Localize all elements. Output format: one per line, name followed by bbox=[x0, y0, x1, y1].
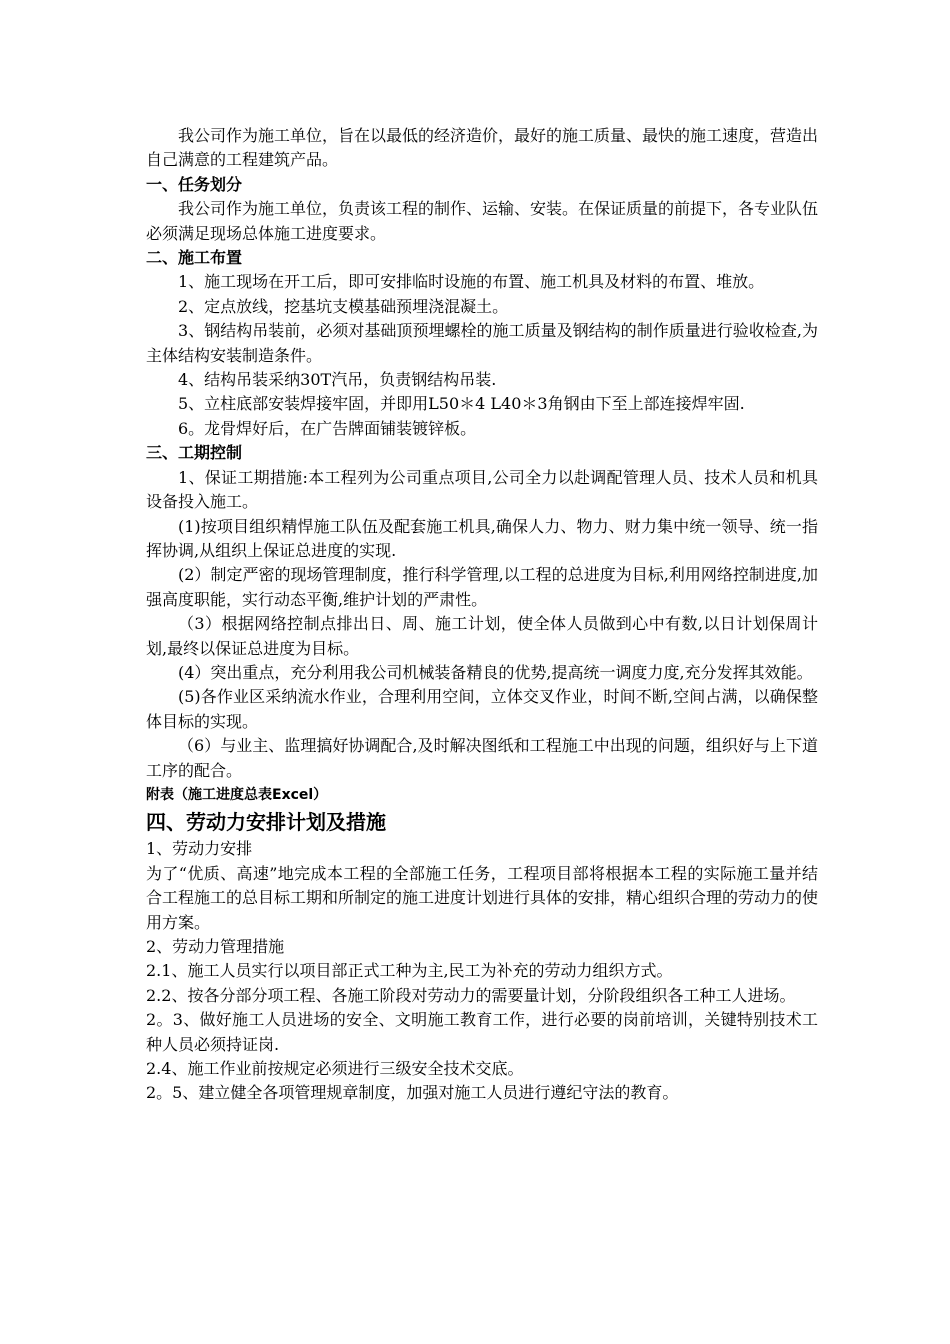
section-1-paragraph: 我公司作为施工单位，负责该工程的制作、运输、安装。在保证质量的前提下，各专业队伍必须满足现场总体施工进度要求。 bbox=[146, 199, 819, 243]
section-3-item: (5)各作业区采纳流水作业，合理利用空间，立体交叉作业，时间不断,空间占满，以确保整体目标的实现。 bbox=[146, 687, 818, 731]
appendix-note: 附表（施工进度总表Excel） bbox=[146, 786, 328, 803]
section-3-item: （3）根据网络控制点排出日、周、施工计划，使全体人员做到心中有数,以日计划保周计划,最终以保证总进度为目标。 bbox=[146, 614, 818, 658]
section-3-item: （6）与业主、监理搞好协调配合,及时解决图纸和工程施工中出现的问题，组织好与上下道工序的配合。 bbox=[146, 736, 818, 780]
document-body bbox=[146, 124, 818, 1106]
section-3-item: (4）突出重点，充分利用我公司机械装备精良的优势,提高统一调度力度,充分发挥其效能。 bbox=[178, 662, 813, 682]
section-2-item: 5、立柱底部安装焊接牢固，并即用L50＊4 L40＊3角钢由下至上部连接焊牢固. bbox=[178, 394, 745, 414]
section-3-heading: 三、工期控制 bbox=[146, 443, 243, 463]
section-2-item: 3、钢结构吊装前，必须对基础顶预埋螺栓的施工质量及钢结构的制作质量进行验收检查,为主体结构安装制造条件。 bbox=[146, 321, 818, 365]
section-4-paragraph: 为了“优质、高速”地完成本工程的全部施工任务，工程项目部将根据本工程的实际施工量并结合工程施工的总目标工期和所制定的施工进度计划进行具体的安排，精心组织合理的劳动力的使用方案。 bbox=[146, 863, 819, 932]
section-4-item: 2.1、施工人员实行以项目部正式工种为主,民工为补充的劳动力组织方式。 bbox=[146, 961, 673, 981]
section-4-item: 2。5、建立健全各项管理规章制度，加强对施工人员进行遵纪守法的教育。 bbox=[146, 1083, 679, 1103]
section-4-item: 2。3、做好施工人员进场的安全、文明施工教育工作，进行必要的岗前培训，关键特别技术工种人员必须持证岗. bbox=[146, 1010, 818, 1054]
section-4-item: 2.2、按各分部分项工程、各施工阶段对劳动力的需要量计划，分阶段组织各工种工人进场。 bbox=[146, 985, 796, 1005]
section-3-item: (2）制定严密的现场管理制度，推行科学管理,以工程的总进度为目标,利用网络控制进度,加强高度职能，实行动态平衡,维护计划的严肃性。 bbox=[146, 565, 818, 609]
section-4-heading: 四、劳动力安排计划及措施 bbox=[146, 810, 386, 835]
section-4-item: 2.4、施工作业前按规定必须进行三级安全技术交底。 bbox=[146, 1059, 524, 1079]
section-2-item: 4、结构吊装采纳30T汽吊，负责钢结构吊装. bbox=[178, 370, 497, 390]
intro-paragraph: 我公司作为施工单位，旨在以最低的经济造价，最好的施工质量、最快的施工速度，营造出自己满意的工程建筑产品。 bbox=[146, 126, 819, 170]
section-4-subheading-1: 1、劳动力安排 bbox=[146, 839, 253, 859]
section-1-heading: 一、任务划分 bbox=[146, 174, 243, 194]
section-2-item: 1、施工现场在开工后，即可安排临时设施的布置、施工机具及材料的布置、堆放。 bbox=[178, 272, 765, 292]
section-2-heading: 二、施工布置 bbox=[146, 248, 243, 268]
section-4-subheading-2: 2、劳动力管理措施 bbox=[146, 937, 285, 956]
section-3-item: 1、保证工期措施:本工程列为公司重点项目,公司全力以赴调配管理人员、技术人员和机具设备投入施工。 bbox=[146, 467, 818, 512]
section-3-item: (1)按项目组织精悍施工队伍及配套施工机具,确保人力、物力、财力集中统一领导、统一指挥协调,从组织上保证总进度的实现. bbox=[146, 516, 818, 560]
section-2-item: 6。龙骨焊好后，在广告牌面铺装镀锌板。 bbox=[178, 418, 477, 438]
section-2-item: 2、定点放线，挖基坑支模基础预埋浇混凝土。 bbox=[178, 296, 509, 316]
